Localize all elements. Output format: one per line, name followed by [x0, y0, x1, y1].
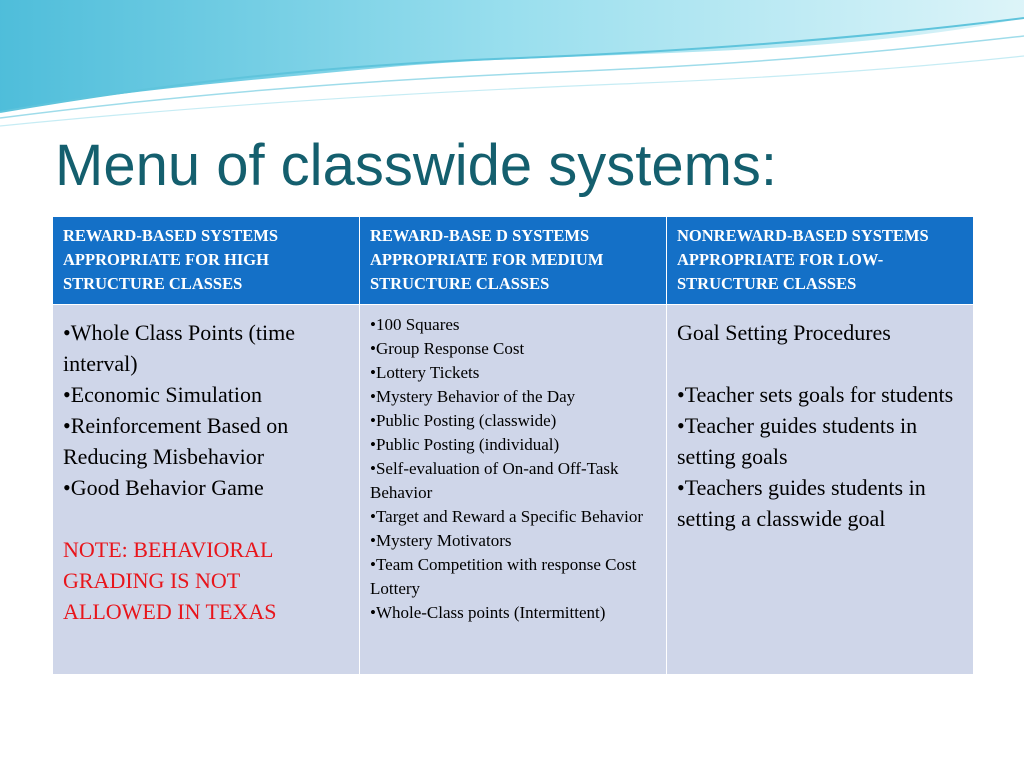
- list-item: •Public Posting (individual): [370, 435, 560, 454]
- list-item: •Lottery Tickets: [370, 363, 480, 382]
- list-item: •Whole-Class points (Intermittent): [370, 603, 606, 622]
- list-item: •Teacher guides students in setting goals: [677, 413, 918, 469]
- list-item: •Good Behavior Game: [63, 475, 264, 500]
- behavioral-grading-note: NOTE: BEHAVIORAL GRADING IS NOT ALLOWED IN TEXAS: [63, 537, 277, 624]
- list-item: •Mystery Behavior of the Day: [370, 387, 576, 406]
- goal-setting-heading: Goal Setting Procedures: [677, 320, 891, 345]
- classwide-systems-table: [52, 216, 974, 675]
- header-high-structure: REWARD-BASED SYSTEMS APPROPRIATE FOR HIGH STRUCTURE CLASSES: [53, 217, 360, 305]
- list-item: •Economic Simulation: [63, 382, 262, 407]
- list-item: •Group Response Cost: [370, 339, 525, 358]
- low-structure-cell: [667, 305, 974, 675]
- spacer: [677, 348, 963, 379]
- list-item: •Teachers guides students in setting a classwide goal: [677, 475, 926, 531]
- list-item: •Self-evaluation of On-and Off-Task Behavior: [370, 459, 619, 502]
- list-item: •Target and Reward a Specific Behavior: [370, 507, 644, 526]
- list-item: •Reinforcement Based on Reducing Misbehavior: [63, 413, 289, 469]
- table-header-row: [53, 217, 974, 305]
- high-structure-cell: [53, 305, 360, 675]
- header-medium-structure: REWARD-BASE D SYSTEMS APPROPRIATE FOR MEDIUM STRUCTURE CLASSES: [360, 217, 667, 305]
- spacer: [63, 503, 349, 534]
- medium-structure-cell: [360, 305, 667, 675]
- list-item: •Whole Class Points (time interval): [63, 320, 295, 376]
- list-item: •Teacher sets goals for students: [677, 382, 954, 407]
- list-item: •Mystery Motivators: [370, 531, 512, 550]
- table-row: [53, 305, 974, 675]
- list-item: •Team Competition with response Cost Lottery: [370, 555, 637, 598]
- list-item: •100 Squares: [370, 315, 460, 334]
- list-item: •Public Posting (classwide): [370, 411, 557, 430]
- page-title: Menu of classwide systems:: [55, 133, 778, 198]
- header-wave-decoration: [0, 0, 1024, 130]
- header-low-structure: NONREWARD-BASED SYSTEMS APPROPRIATE FOR LOW-STRUCTURE CLASSES: [667, 217, 974, 305]
